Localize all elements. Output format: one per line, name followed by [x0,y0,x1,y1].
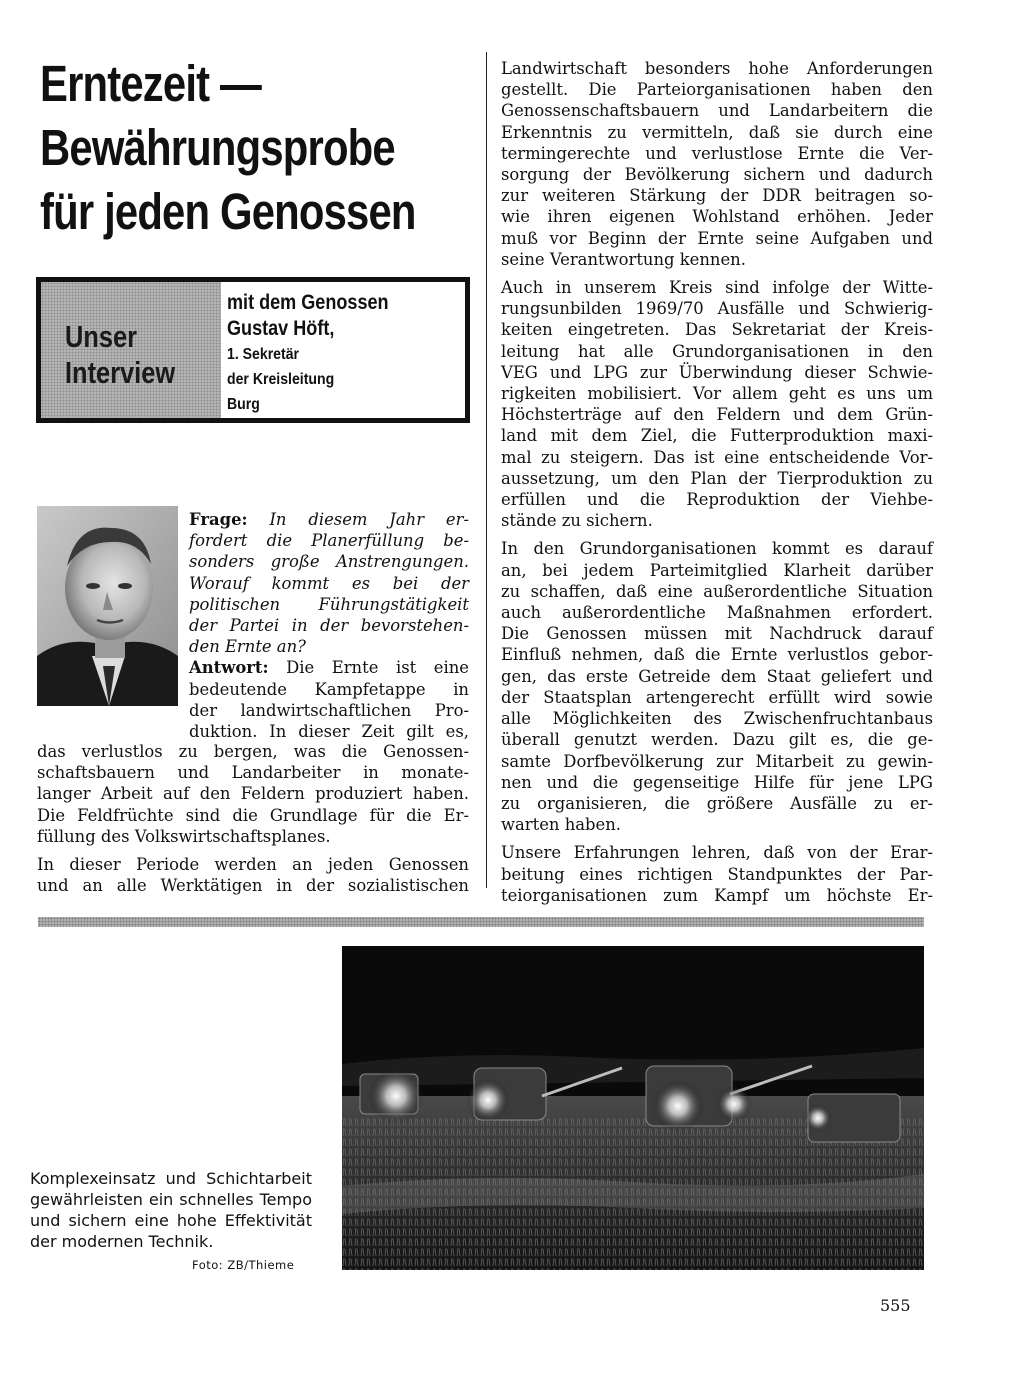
text-line: warten haben. [501,815,621,835]
text-line: überall genutzt werden. Dazu gilt es, die ge- [501,730,933,750]
answer-line: duktion. In dieser Zeit gilt es, [189,722,469,742]
text-line: aussetzung, um den Plan der Tierproduktion zu [501,468,933,488]
text-line: Genossenschaftsbauern und Landarbeitern die [501,101,933,121]
decorative-strip [38,917,924,927]
text-line: Landwirtschaft besonders hohe Anforderungen [501,59,933,78]
headline-line-2: Bewährungsprobe [40,119,395,176]
interview-answer-continued [37,741,469,903]
text-line: Die Genossen müssen mit Nachdruck darauf [501,624,933,644]
text-line: alle Möglichkeiten des Zwischenfruchtanbaus [501,709,933,729]
interview-qa-indented [189,509,469,749]
interview-info-line-2: Gustav Höft, [227,317,335,340]
interview-box [36,277,470,423]
text-line: mal zu steigern. Das ist eine entscheidende Vor- [501,447,933,467]
text-line: seine Verantwortung kennen. [501,249,746,269]
headline [40,52,416,244]
portrait-photo [37,506,178,706]
text-line: Einfluß nehmen, daß die Ernte verlustlos gebor- [501,645,933,665]
question-paragraph [189,509,469,742]
answer-line: das verlustlos zu bergen, was die Genossen- [37,742,469,761]
text-line: zu schaffen, daß eine außerordentliche Situation [501,581,933,601]
headline-line-1: Erntezeit — [40,55,262,112]
right-paragraph-2 [501,277,933,531]
text-line: nen und die gegenseitige Hilfe für jene LPG [501,772,933,792]
interview-tag-line-2: Interview [65,355,176,390]
text-line: termingerechte und verlustlose Ernte die Ver- [501,143,933,163]
text-line: gestellt. Die Parteiorganisationen haben den [501,80,933,100]
answer-line: schaftsbauern und Landarbeiter in monate- [37,763,469,783]
portrait-photo-graphic [37,506,178,706]
text-line: VEG und LPG zur Überwindung dieser Schwie- [501,362,933,382]
answer-line: der landwirtschaftlichen Pro- [189,700,469,720]
text-line: beitung eines richtigen Standpunktes der Par- [501,864,933,884]
answer-label: Antwort: [189,658,269,678]
answer-line: und an alle Werktätigen in der sozialistischen [37,876,469,896]
question-line: In diesem Jahr er- [269,510,469,529]
headline-line-3: für jeden Genossen [40,183,416,240]
text-line: zur weiteren Stärkung der DDR beitragen so- [501,186,933,206]
question-line: fordert die Planerfüllung be- [189,531,469,551]
question-line: den Ernte an? [189,637,306,657]
answer-line: In dieser Periode werden an jeden Genossen [37,855,469,875]
question-line: der Partei in der bevorstehen- [189,616,469,636]
caption-line: gewährleisten ein schnelles Tempo [30,1190,312,1209]
text-line: an, bei jedem Parteimitglied Klarheit darüber [501,560,933,580]
text-line: sorgung der Bevölkerung sichern und dadurch [501,165,933,185]
text-line: Auch in unserem Kreis sind infolge der Witte- [501,278,933,298]
text-line: gen, das erste Getreide dem Staat geliefert und [501,666,933,686]
text-line: Erkenntnis zu vermitteln, daß sie durch eine [501,122,933,142]
text-line: Unsere Erfahrungen lehren, daß von der Erar- [501,843,933,863]
photo-credit: Foto: ZB/Thieme [192,1258,295,1272]
answer-paragraph [37,854,469,896]
text-line: teiorganisationen zum Kampf um höchste Er- [501,885,933,905]
interview-tag [41,282,221,418]
answer-line: füllung des Volkswirtschaftsplanes. [37,826,331,846]
text-line: zu organisieren, die größere Ausfälle zu er- [501,793,933,813]
text-line: erfüllen und die Reproduktion der Viehbe- [501,490,933,510]
text-line: samte Dorfbevölkerung zur Mitarbeit zu gewin- [501,751,933,771]
column-rule [486,52,487,888]
interview-info-line-1: mit dem Genossen [227,291,389,314]
photo-caption [30,1168,312,1252]
interview-info-line-3: 1. Sekretär [227,346,300,363]
text-line: muß vor Beginn der Ernte seine Aufgaben und [501,228,933,248]
text-line: wie ihren eigenen Wohlstand erhöhen. Jeder [501,207,933,227]
right-paragraph-4 [501,842,933,906]
text-line: der Staatsplan artengerecht erfüllt wird sowie [501,687,933,707]
text-line: In den Grundorganisationen kommt es darauf [501,539,933,559]
question-label: Frage: [189,510,248,529]
answer-line: bedeutende Kampfetappe in [189,679,469,699]
answer-paragraph [37,741,469,847]
interview-info [227,290,467,417]
caption-line: Komplexeinsatz und Schichtarbeit [30,1169,312,1188]
right-column [501,58,933,913]
caption-line: und sichern eine hohe Effektivität [30,1211,312,1230]
text-line: stände zu sichern. [501,511,653,531]
text-line: keiten eingetreten. Das Sekretariat der Kreis- [501,320,933,340]
question-line: politischen Führungstätigkeit [189,594,469,614]
harvest-photo-graphic [342,946,924,1270]
answer-line: langer Arbeit auf den Feldern produziert haben. [37,784,469,804]
text-line: leitung hat alle Grundorganisationen in den [501,341,933,361]
answer-line: Die Ernte ist eine [286,658,469,678]
right-paragraph-3 [501,538,933,835]
answer-line: Die Feldfrüchte sind die Grundlage für die Er- [37,805,469,825]
page-number: 555 [880,1296,911,1315]
harvest-photo [342,946,924,1270]
interview-tag-line-1: Unser [65,319,138,354]
text-line: rigkeiten mobilisiert. Vor allem geht es uns um [501,384,933,404]
question-line: sonders große Anstrengungen. [189,552,469,572]
right-paragraph-1 [501,58,933,270]
interview-info-line-4: der Kreisleitung [227,371,335,388]
text-line: auch außerordentliche Maßnahmen erfordert. [501,603,933,623]
text-line: rungsunbilden 1969/70 Ausfälle und Schwierig- [501,299,933,319]
text-line: land mit dem Ziel, die Futterproduktion maxi- [501,426,933,446]
question-line: Worauf kommt es bei der [189,573,469,593]
interview-info-line-5: Burg [227,396,260,413]
text-line: Höchsterträge auf den Feldern und dem Grün- [501,405,933,425]
caption-line: der modernen Technik. [30,1232,214,1251]
